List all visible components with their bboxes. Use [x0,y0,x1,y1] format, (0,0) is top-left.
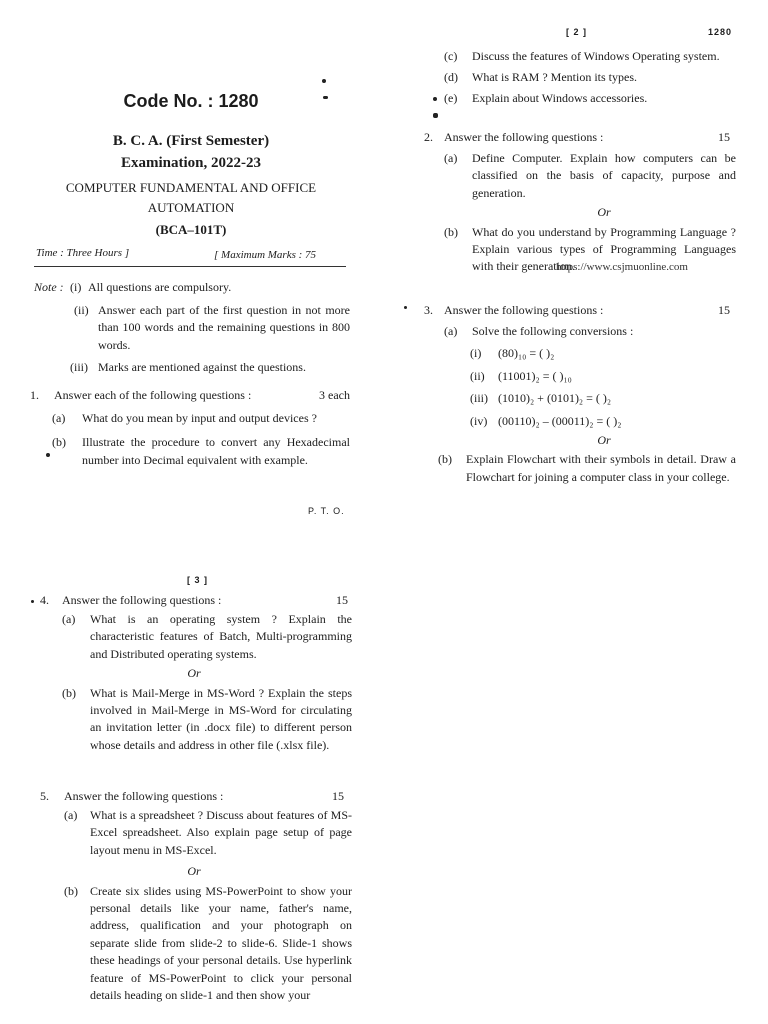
page-2-code: 1280 [708,27,733,37]
q4a-label: (a) [62,612,76,626]
header-divider [34,266,346,267]
q4-number: 4. [40,593,49,607]
page-2-number: [ 2 ] [566,27,588,37]
conv-iii-label: (iii) [470,391,488,406]
conv-iv-text: (00110)₂ – (00011)₂ = ( )₂ [498,413,622,428]
note-i-text: All questions are compulsory. [88,280,232,294]
q1-number: 1. [30,388,39,402]
q1-marks: 3 each [319,388,350,402]
conv-iv-label: (iv) [470,413,488,428]
q3a-text: Solve the following conversions : [472,324,634,338]
q1e-label: (e) [444,90,458,105]
pto-label: P. T. O. [308,506,345,516]
conv-ii-text: (11001)₂ = ( )₁₀ [498,368,572,383]
q5a-label: (a) [64,808,78,822]
max-marks-label: [ Maximum Marks : 75 [214,249,317,261]
q5b-label: (b) [64,883,78,898]
q4-or: Or [187,666,201,681]
scan-speck [31,600,34,603]
conv-i-label: (i) [470,346,482,361]
course-title: B. C. A. (First Semester) [112,133,270,149]
q4-text: Answer the following questions : [62,593,222,607]
scan-speck [323,96,328,99]
question-5 [30,788,352,1004]
note-iii-text: Marks are mentioned against the questions. [98,360,306,375]
page-3-number: [ 3 ] [187,575,209,585]
q1b-label: (b) [52,435,66,450]
q1d-text: What is RAM ? Mention its types. [472,70,637,85]
scan-speck [433,113,438,118]
q3a-label: (a) [444,324,458,338]
q2b-label: (b) [444,224,458,239]
time-label: Time : Three Hours ] [36,247,130,259]
exam-title: Examination, 2022-23 [120,155,261,171]
q1-text: Answer each of the following questions : [54,388,252,402]
note-ii-label: (ii) [74,303,89,317]
q3b-label: (b) [438,452,452,467]
q2b-text: What do you understand by Programming Language ? Explain various types of Programming Languages with their generation. [472,224,736,274]
scan-speck [46,453,50,457]
q4b-text: What is Mail-Merge in MS-Word ? Explain the steps involved in Mail-Merge in MS-Word for circulating an invitation letter (in .docx file) to different person whose details and address in other file (.xlsx file). [90,685,352,752]
q3-number: 3. [424,303,433,317]
q1a-text: What do you mean by input and output devices ? [82,411,317,425]
q1e-text: Explain about Windows accessories. [472,90,648,105]
q5-number: 5. [40,789,49,803]
q4b-label: (b) [62,685,76,700]
scan-speck [404,306,407,309]
q4a-text: What is an operating system ? Explain the characteristic features of Batch, Multi-programming and Distributed operating systems. [90,612,352,661]
q1d-label: (d) [444,70,458,85]
q1a-label: (a) [52,411,66,425]
scan-speck [322,79,326,83]
subject-title-line1: COMPUTER FUNDAMENTAL AND OFFICE [65,180,317,195]
question-2 [418,129,736,276]
page-3 [30,560,356,1024]
q2-marks: 15 [718,130,730,144]
q4-marks: 15 [336,593,348,607]
q2b-url[interactable]: https://www.csjmuonline.com [556,260,688,273]
q2a-label: (a) [444,151,458,165]
q3b-text: Explain Flowchart with their symbols in detail. Draw a Flowchart for joining a computer class in your college. [466,452,736,484]
note-i-label: (i) [70,280,82,294]
q1b-text: Illustrate the procedure to convert any Hexadecimal number into Decimal equivalent with example. [82,435,350,467]
scan-speck [433,97,437,101]
q1c-text: Discuss the features of Windows Operating system. [472,49,720,63]
conv-iii-text: (1010)₂ + (0101)₂ = ( )₂ [498,391,612,406]
question-1 [30,387,350,469]
q5b-text: Create six slides using MS-PowerPoint to show your personal details like your name, father's name, address, qualification and your photograph on separate slide from slide-2 to slide-6. Slide-1 shows these headings of your personal details. Use hyperlink feature of MS-PowerPoint to click your personal details heading on slide-1 and then show your [90,883,352,1003]
paper-code: (BCA–101T) [155,222,227,237]
q5-marks: 15 [332,789,344,803]
code-number: Code No. : 1280 [123,91,259,111]
conv-i-text: (80)₁₀ = ( )₂ [498,346,555,361]
instructions [34,279,350,377]
question-3 [418,302,736,486]
q5-or: Or [187,864,201,879]
note-label: Note : [34,280,64,294]
note-iii-label: (iii) [70,360,88,375]
q3-marks: 15 [718,303,730,317]
q2-number: 2. [424,130,433,144]
q3-text: Answer the following questions : [444,303,604,317]
q1c-label: (c) [444,49,458,63]
page-2 [418,0,738,530]
note-ii-text: Answer each part of the first question in not more than 100 words and the remaining questions in 800 words. [98,303,350,352]
conv-ii-label: (ii) [470,368,485,383]
page-1 [30,0,352,530]
q1-continued [418,48,736,107]
q5-text: Answer the following questions : [64,789,224,803]
question-4 [30,592,352,754]
q5a-text: What is a spreadsheet ? Discuss about features of MS-Excel spreadsheet. Also explain page setup of page layout menu in MS-Excel. [90,808,352,857]
q2-text: Answer the following questions : [444,130,604,144]
q3-or: Or [597,433,611,448]
q2a-text: Define Computer. Explain how computers can be classified on the basis of capacity, purpose and generation. [472,151,736,200]
q2-or: Or [597,205,611,220]
subject-title-line2: AUTOMATION [147,200,235,215]
